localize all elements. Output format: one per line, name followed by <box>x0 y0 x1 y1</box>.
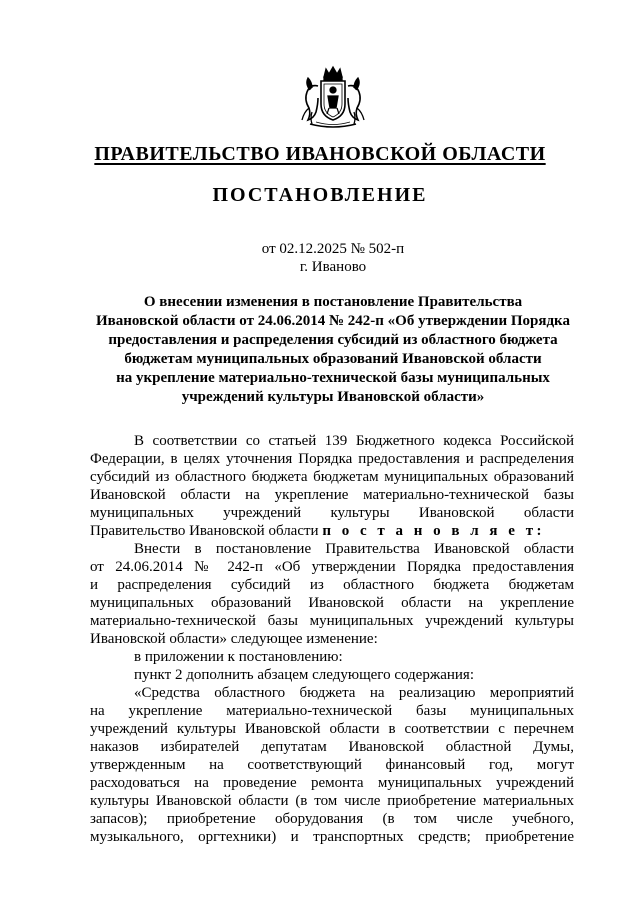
body-line: на укрепление материально-технической базы муниципальных <box>90 703 574 719</box>
subject-line: О внесении изменения в постановление Правительства <box>143 294 523 310</box>
document-type-title: ПОСТАНОВЛЕНИЕ <box>212 184 428 206</box>
coat-of-arms-icon <box>296 64 370 130</box>
subject-line: бюджетам муниципальных образований Ивановской области <box>124 351 542 367</box>
body-line: Ивановской области» следующее изменение: <box>90 631 378 647</box>
subject-line: Ивановской области от 24.06.2014 № 242-п «Об утверждении Порядка <box>96 313 570 329</box>
subject-line: учреждений культуры Ивановской области» <box>181 389 485 405</box>
body-line: Внести в постановление Правительства Ивановской области <box>134 541 574 557</box>
body-line: субсидий из областного бюджета бюджетам муниципальных образований <box>90 469 574 485</box>
body-line: в приложении к постановлению: <box>134 649 343 665</box>
body-text: Правительство Ивановской области <box>90 523 319 539</box>
body-line: наказов избирателей депутатам Ивановской областной Думы, <box>90 739 574 755</box>
coat-of-arms-drawing <box>296 64 370 130</box>
body-line: расходоваться на проведение ремонта муниципальных учреждений <box>90 775 574 791</box>
body-line: «Средства областного бюджета на реализацию мероприятий <box>134 685 574 701</box>
body-line: В соответствии со статьей 139 Бюджетного кодекса Российской <box>134 433 574 449</box>
body-line: и распределения субсидий из областного бюджета бюджетам <box>90 577 574 593</box>
body-line: пункт 2 дополнить абзацем следующего содержания: <box>134 667 474 683</box>
body-line: музыкального, оргтехники) и транспортных средств; приобретение <box>90 829 574 845</box>
body-line: культуры Ивановской области (в том числе приобретение материальных <box>90 793 574 809</box>
body-line: запасов); приобретение оборудования (в том числе учебного, <box>90 811 574 827</box>
body-line: от 24.06.2014 № 242-п «Об утверждении Порядка предоставления <box>90 559 574 575</box>
subject-line: на укрепление материально-технической базы муниципальных <box>116 370 550 386</box>
resolution-word: п о с т а н о в л я е т: <box>322 523 546 539</box>
body-line: муниципальных учреждений культуры Ивановской области <box>90 505 574 521</box>
body-line: учреждений культуры Ивановской области в соответствии с перечнем <box>90 721 574 737</box>
document-city: г. Иваново <box>299 259 367 275</box>
subject-line: предоставления и распределения субсидий из областного бюджета <box>108 332 558 348</box>
body-line: Федерации, в целях уточнения Порядка предоставления и распределения <box>90 451 574 467</box>
document-subject <box>60 293 606 407</box>
document-body <box>90 432 574 846</box>
body-line: материально-технической базы муниципальных учреждений культуры <box>90 613 574 629</box>
body-line: Ивановской области на укрепление материально-технической базы <box>90 487 574 503</box>
body-line: утвержденным на соответствующий финансовый год, могут <box>90 757 574 773</box>
document-date-number: от 02.12.2025 № 502-п <box>261 241 405 257</box>
body-line: муниципальных образований Ивановской области на укрепление <box>90 595 574 611</box>
government-title: ПРАВИТЕЛЬСТВО ИВАНОВСКОЙ ОБЛАСТИ <box>94 143 546 165</box>
body-line <box>90 522 574 540</box>
